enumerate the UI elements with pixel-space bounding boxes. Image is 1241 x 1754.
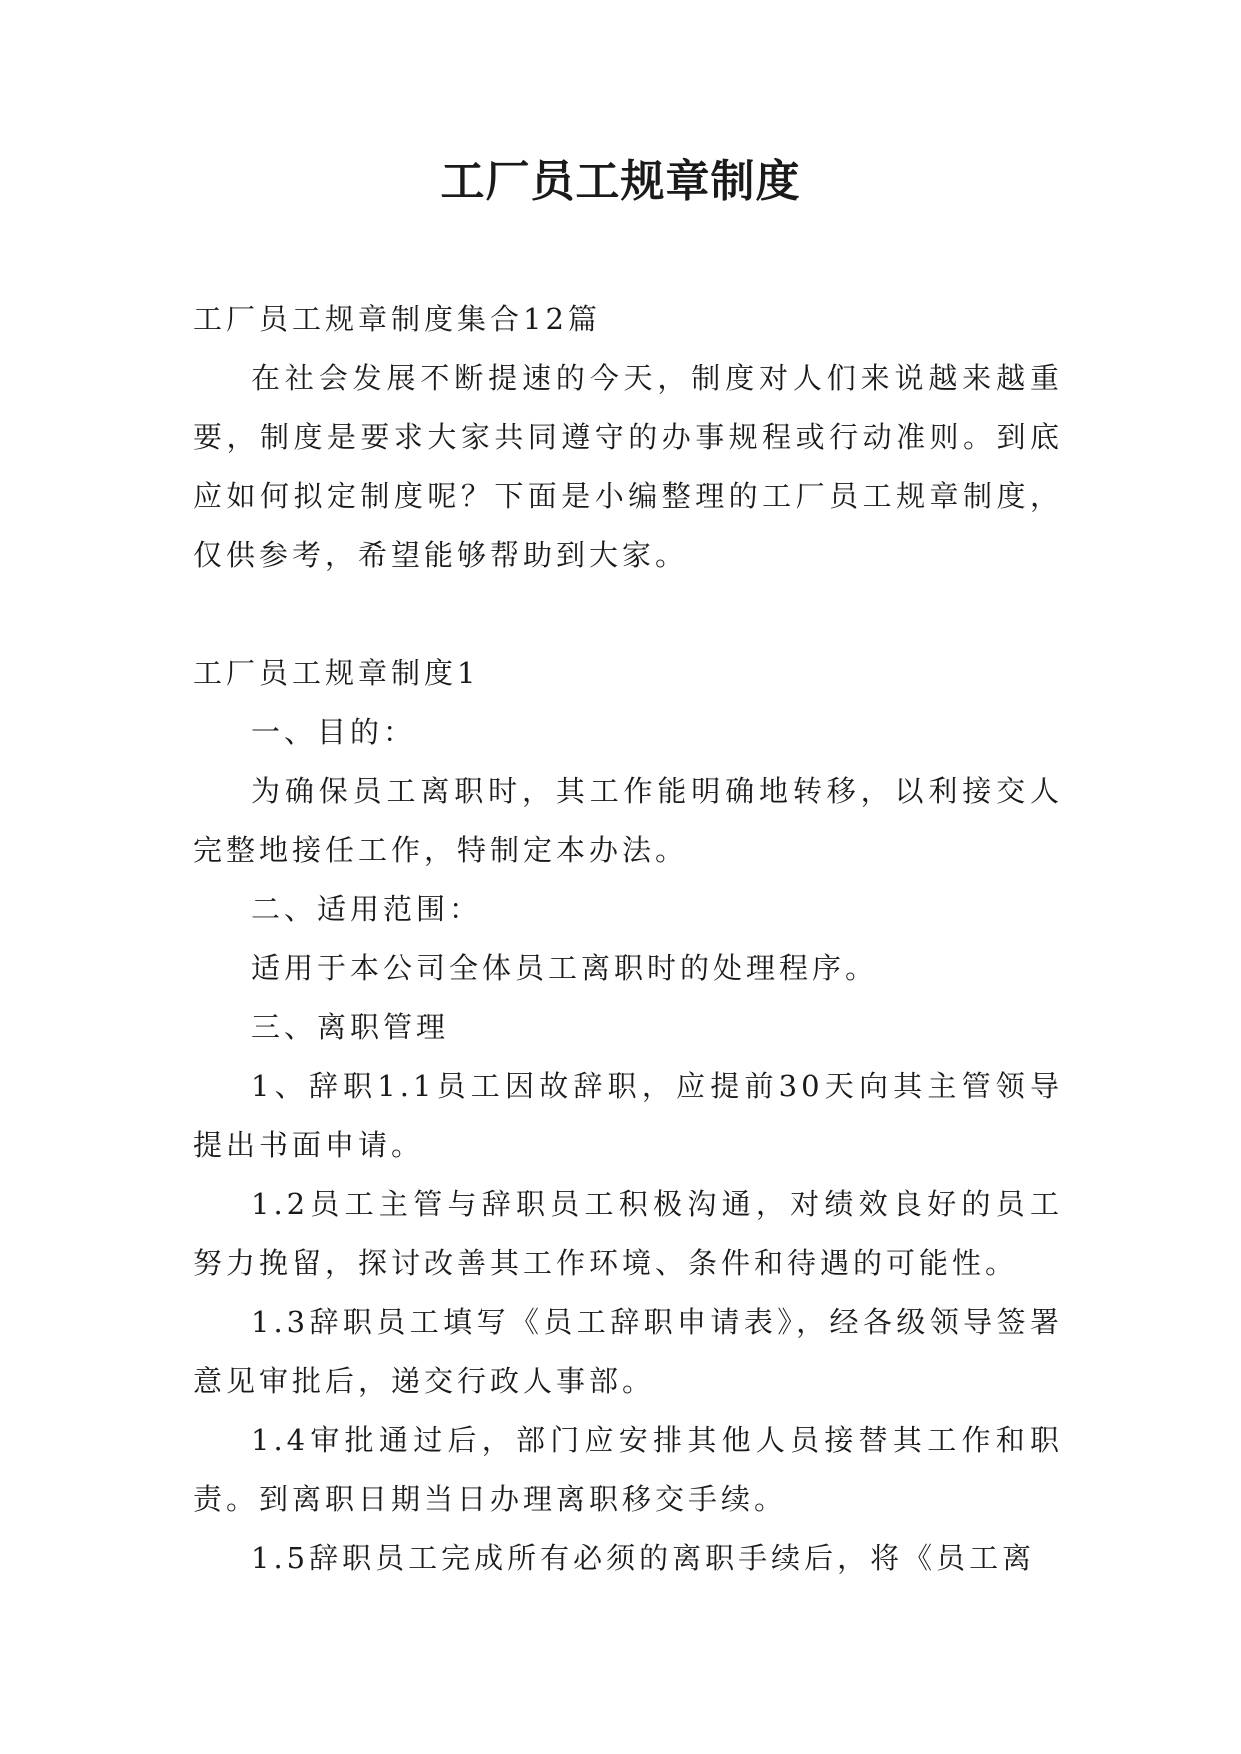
- scope-paragraph: 适用于本公司全体员工离职时的处理程序。: [251, 951, 879, 985]
- section-spacer: [193, 585, 1063, 644]
- resignation-management-heading: 三、离职管理: [251, 1010, 450, 1044]
- intro-paragraph: 在社会发展不断提速的今天，制度对人们来说越来越重要，制度是要求大家共同遵守的办事规程或行动准则。到底应如何拟定制度呢？下面是小编整理的工厂员工规章制度，仅供参考，希望能够帮助到大家。: [193, 361, 1063, 572]
- scope-heading: 二、适用范围：: [251, 892, 483, 926]
- section-heading: 工厂员工规章制度1: [193, 656, 480, 690]
- clause-1-3: 1.3辞职员工填写《员工辞职申请表》，经各级领导签署意见审批后，递交行政人事部。: [193, 1305, 1063, 1398]
- purpose-heading: 一、目的：: [251, 715, 417, 749]
- document-body: [193, 290, 1063, 1588]
- clause-1-1: 1、辞职1.1员工因故辞职，应提前30天向其主管领导提出书面申请。: [193, 1069, 1063, 1162]
- clause-1-5: 1.5辞职员工完成所有必须的离职手续后，将《员工离: [251, 1541, 1036, 1575]
- clause-1-4: 1.4审批通过后，部门应安排其他人员接替其工作和职责。到离职日期当日办理离职移交手续。: [193, 1423, 1063, 1516]
- purpose-paragraph: 为确保员工离职时，其工作能明确地转移，以利接交人完整地接任工作，特制定本办法。: [193, 774, 1063, 867]
- clause-1-2: 1.2员工主管与辞职员工积极沟通，对绩效良好的员工努力挽留，探讨改善其工作环境、条件和待遇的可能性。: [193, 1187, 1063, 1280]
- document-title: 工厂员工规章制度: [440, 156, 801, 207]
- collection-subtitle: 工厂员工规章制度集合12篇: [193, 302, 601, 336]
